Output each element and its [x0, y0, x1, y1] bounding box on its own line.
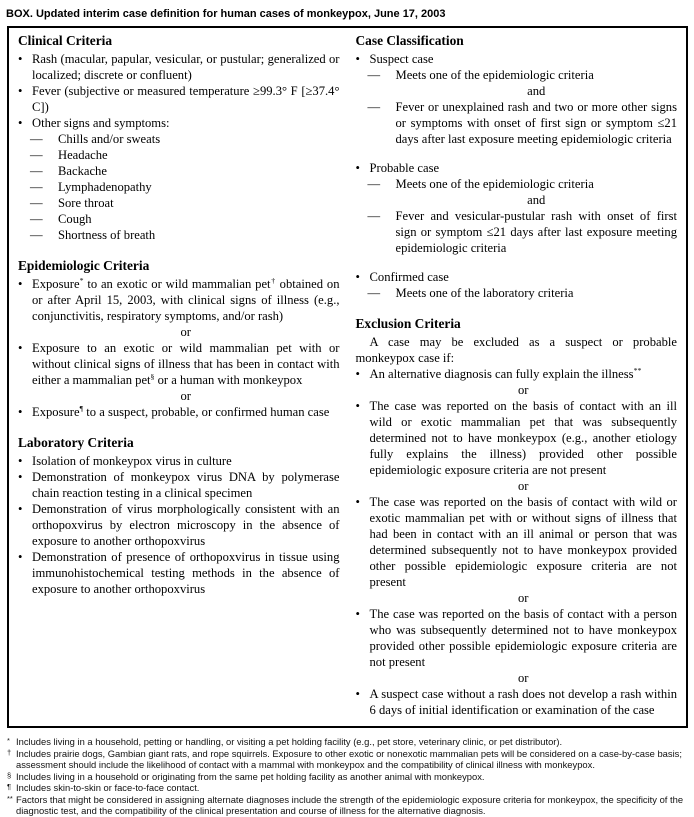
- bullet-text: The case was reported on the basis of contact with a person who was subsequently determined not to have monkeypox provided other possible epidemiologic exposure criteria are not present: [369, 607, 677, 669]
- section-exclusion-criteria: [356, 316, 678, 718]
- dash-item: [30, 211, 340, 227]
- bullet-item: [18, 340, 340, 388]
- bullet-text: The case was reported on the basis of contact with wild or exotic mammalian pet with or without signs of illness that had been in contact with an ill animal or person that was determined subsequently not to have monkeypox provided other possible epidemiologic exposure criteria are not present: [369, 495, 677, 589]
- footnote: [7, 782, 688, 794]
- text-part: Exposure: [32, 277, 80, 291]
- footnote-ref: **: [633, 365, 642, 375]
- bullet-text: Demonstration of presence of orthopoxvirus in tissue using immunohistochemical testing methods in the absence of exposure to another orthopoxvirus: [32, 550, 340, 596]
- dash-item: [368, 176, 678, 192]
- bullet-text: A suspect case without a rash does not develop a rash within 6 days of initial identification or examination of the case: [369, 687, 677, 717]
- bullet-glyph: •: [18, 341, 23, 355]
- bullet-text: Demonstration of virus morphologically consistent with an orthopoxvirus by electron microscopy in the absence of exposure to another orthopoxvirus: [32, 502, 340, 548]
- bullet-item: [356, 366, 678, 382]
- bullet-item: [356, 160, 678, 176]
- section-case-classification: [356, 33, 678, 301]
- bullet-glyph: •: [18, 550, 23, 564]
- connector-or: or: [518, 591, 529, 605]
- dash-glyph: —: [30, 196, 43, 210]
- dash-text: Fever and vesicular-pustular rash with onset of first sign or symptom ≤21 days after last exposure meeting epidemiologic criteria: [395, 209, 677, 255]
- section-heading: Case Classification: [355, 33, 464, 48]
- connector-or: or: [518, 383, 529, 397]
- box-title: BOX. Updated interim case definition for human cases of monkeypox, June 17, 2003: [6, 8, 446, 20]
- section-heading: Clinical Criteria: [18, 33, 113, 48]
- dash-glyph: —: [367, 286, 381, 300]
- bullet-item: [18, 469, 340, 501]
- bullet-glyph: •: [18, 454, 23, 468]
- right-column: [356, 33, 678, 718]
- dash-text: Meets one of the epidemiologic criteria: [395, 68, 594, 82]
- case-suspect: [356, 51, 678, 147]
- bullet-text: Fever (subjective or measured temperature ≥99.3° F [≥37.4° C]): [32, 84, 340, 114]
- text-part: to a suspect, probable, or confirmed human case: [83, 405, 330, 419]
- bullet-item: [356, 686, 678, 718]
- dash-text: Sore throat: [58, 196, 114, 210]
- footnote: [7, 794, 688, 817]
- footnote-marker: ¶: [7, 782, 12, 791]
- dash-item: [368, 208, 678, 256]
- bullet-item: [18, 83, 340, 115]
- footnote-text: Includes skin-to-skin or face-to-face contact.: [16, 782, 200, 793]
- connector-or: or: [180, 325, 191, 339]
- bullet-glyph: •: [355, 270, 360, 284]
- dash-item: [368, 285, 678, 301]
- bullet-glyph: •: [18, 502, 23, 516]
- dash-text: Backache: [58, 164, 107, 178]
- connector-and: and: [527, 84, 546, 98]
- bullet-text: [32, 404, 340, 420]
- bullet-item: [356, 494, 678, 590]
- dash-glyph: —: [367, 177, 381, 191]
- footnote: [7, 736, 688, 748]
- dash-text: Meets one of the epidemiologic criteria: [395, 177, 594, 191]
- bullet-glyph: •: [18, 84, 23, 98]
- bullet-item: [18, 115, 340, 131]
- dash-glyph: —: [30, 212, 43, 226]
- bullet-text: Rash (macular, papular, vesicular, or pustular; generalized or localized; discrete or confluent): [32, 52, 340, 82]
- bullet-item: [18, 51, 340, 83]
- text-part: Exposure to an exotic or wild mammalian pet with or without clinical signs of illness that has been in contact with either a mammalian pet: [32, 341, 340, 387]
- bullet-text: [370, 366, 678, 382]
- bullet-glyph: •: [355, 687, 360, 701]
- footnote-marker: **: [7, 793, 13, 803]
- bullet-item: [18, 501, 340, 549]
- bullet-glyph: •: [355, 161, 360, 175]
- bullet-item: [18, 404, 340, 420]
- section-epidemiologic-criteria: [18, 258, 340, 420]
- bullet-item: [356, 269, 678, 285]
- dash-item: [30, 163, 340, 179]
- bullet-item: [18, 453, 340, 469]
- bullet-glyph: •: [355, 399, 360, 413]
- footnote-ref: ¶: [79, 403, 84, 413]
- dash-item: [30, 195, 340, 211]
- dash-text: Fever or unexplained rash and two or more other signs or symptoms with onset of first sign or symptom ≤21 days after last exposure meeting epidemiologic criteria: [395, 100, 677, 146]
- footnote-text: Includes prairie dogs, Gambian giant rats, and rope squirrels. Exposure to other exotic or nonexotic mammalian pets will be considered on a case-by-case basis; assessment should include the likelihood of contact with a mammal with monkeypox and the compatibility of clinical illness with monkeypox.: [16, 747, 682, 770]
- footnotes: [7, 736, 688, 817]
- dash-glyph: —: [30, 132, 43, 146]
- case-label: Suspect case: [369, 52, 434, 66]
- section-clinical-criteria: [18, 33, 340, 243]
- section-heading: Exclusion Criteria: [355, 316, 461, 331]
- text-part: obtained on or after April 15, 2003, with clinical signs of illness (e.g., conjunctivitis, respiratory symptoms, and/or rash): [32, 277, 340, 323]
- dash-glyph: —: [30, 148, 43, 162]
- footnote-marker: *: [7, 736, 10, 745]
- case-label: Probable case: [369, 161, 440, 175]
- bullet-glyph: •: [18, 116, 23, 130]
- exclusion-intro: A case may be excluded as a suspect or probable monkeypox case if:: [355, 335, 677, 365]
- dash-glyph: —: [367, 209, 381, 223]
- dash-text: Shortness of breath: [58, 228, 156, 242]
- bullet-glyph: •: [18, 470, 23, 484]
- dash-item: [30, 227, 340, 243]
- footnote-marker: †: [7, 747, 12, 757]
- footnote-marker: §: [7, 770, 12, 780]
- case-definition-box: [7, 26, 688, 728]
- text-part: Exposure: [32, 405, 80, 419]
- connector-or: or: [518, 479, 529, 493]
- footnote-ref: §: [150, 371, 155, 381]
- dash-glyph: —: [30, 228, 43, 242]
- bullet-item: [356, 398, 678, 478]
- bullet-text: Demonstration of monkeypox virus DNA by polymerase chain reaction testing in a clinical specimen: [32, 470, 340, 500]
- dash-glyph: —: [367, 68, 381, 82]
- bullet-glyph: •: [355, 367, 360, 381]
- footnote: [7, 771, 688, 783]
- footnote: [7, 748, 688, 771]
- bullet-glyph: •: [355, 495, 360, 509]
- case-label: Confirmed case: [369, 270, 449, 284]
- dash-text: Cough: [58, 212, 92, 226]
- bullet-text: [32, 340, 340, 388]
- dash-item: [30, 179, 340, 195]
- bullet-glyph: •: [355, 607, 360, 621]
- dash-text: Meets one of the laboratory criteria: [395, 286, 574, 300]
- text-part: or a human with monkeypox: [154, 373, 303, 387]
- footnote-ref: †: [270, 275, 276, 285]
- footnote-text: Includes living in a household or originating from the same pet holding facility as another animal with monkeypox.: [16, 770, 485, 782]
- dash-item: [368, 67, 678, 83]
- bullet-item: [18, 549, 340, 597]
- bullet-glyph: •: [355, 52, 360, 66]
- bullet-item: [356, 51, 678, 67]
- dash-item: [30, 147, 340, 163]
- left-column: [18, 33, 340, 718]
- bullet-text: [32, 276, 340, 324]
- dash-item: [30, 131, 340, 147]
- section-heading: Laboratory Criteria: [18, 435, 134, 450]
- dash-glyph: —: [30, 164, 43, 178]
- bullet-text: Isolation of monkeypox virus in culture: [32, 454, 232, 468]
- dash-item: [368, 99, 678, 147]
- footnote-ref: *: [79, 275, 84, 285]
- connector-or: or: [180, 389, 191, 403]
- dash-glyph: —: [367, 100, 381, 114]
- footnote-text: Factors that might be considered in assigning alternate diagnoses include the strength of the epidemiologic exposure criteria for monkeypox, the specificity of the diagnostic test, and the compatibility of the clinical presentation and course of illness for the alternative diagnosis.: [16, 793, 684, 816]
- bullet-glyph: •: [18, 52, 23, 66]
- bullet-item: [18, 276, 340, 324]
- case-confirmed: [356, 269, 678, 301]
- text-part: An alternative diagnosis can fully explain the illness: [369, 367, 634, 381]
- section-laboratory-criteria: [18, 435, 340, 597]
- section-heading: Epidemiologic Criteria: [18, 258, 150, 273]
- bullet-glyph: •: [18, 277, 23, 291]
- dash-glyph: —: [30, 180, 43, 194]
- bullet-text: The case was reported on the basis of contact with an ill wild or exotic mammalian pet that was subsequently determined not to have monkeypox (e.g., another etiology fully explains the illness) provided other possible epidemiologic exposure criteria are not present: [369, 399, 677, 477]
- connector-and: and: [527, 193, 546, 207]
- footnote-text: Includes living in a household, petting or handling, or visiting a pet holding facility (e.g., pet store, veterinary clinic, or pet distributor).: [16, 736, 563, 747]
- bullet-glyph: •: [18, 405, 23, 419]
- connector-or: or: [518, 671, 529, 685]
- bullet-text: Other signs and symptoms:: [32, 116, 170, 130]
- text-part: to an exotic or wild mammalian pet: [83, 277, 271, 291]
- dash-text: Lymphadenopathy: [58, 180, 152, 194]
- bullet-item: [356, 606, 678, 670]
- case-probable: [356, 160, 678, 256]
- dash-text: Chills and/or sweats: [58, 132, 161, 146]
- dash-text: Headache: [58, 148, 108, 162]
